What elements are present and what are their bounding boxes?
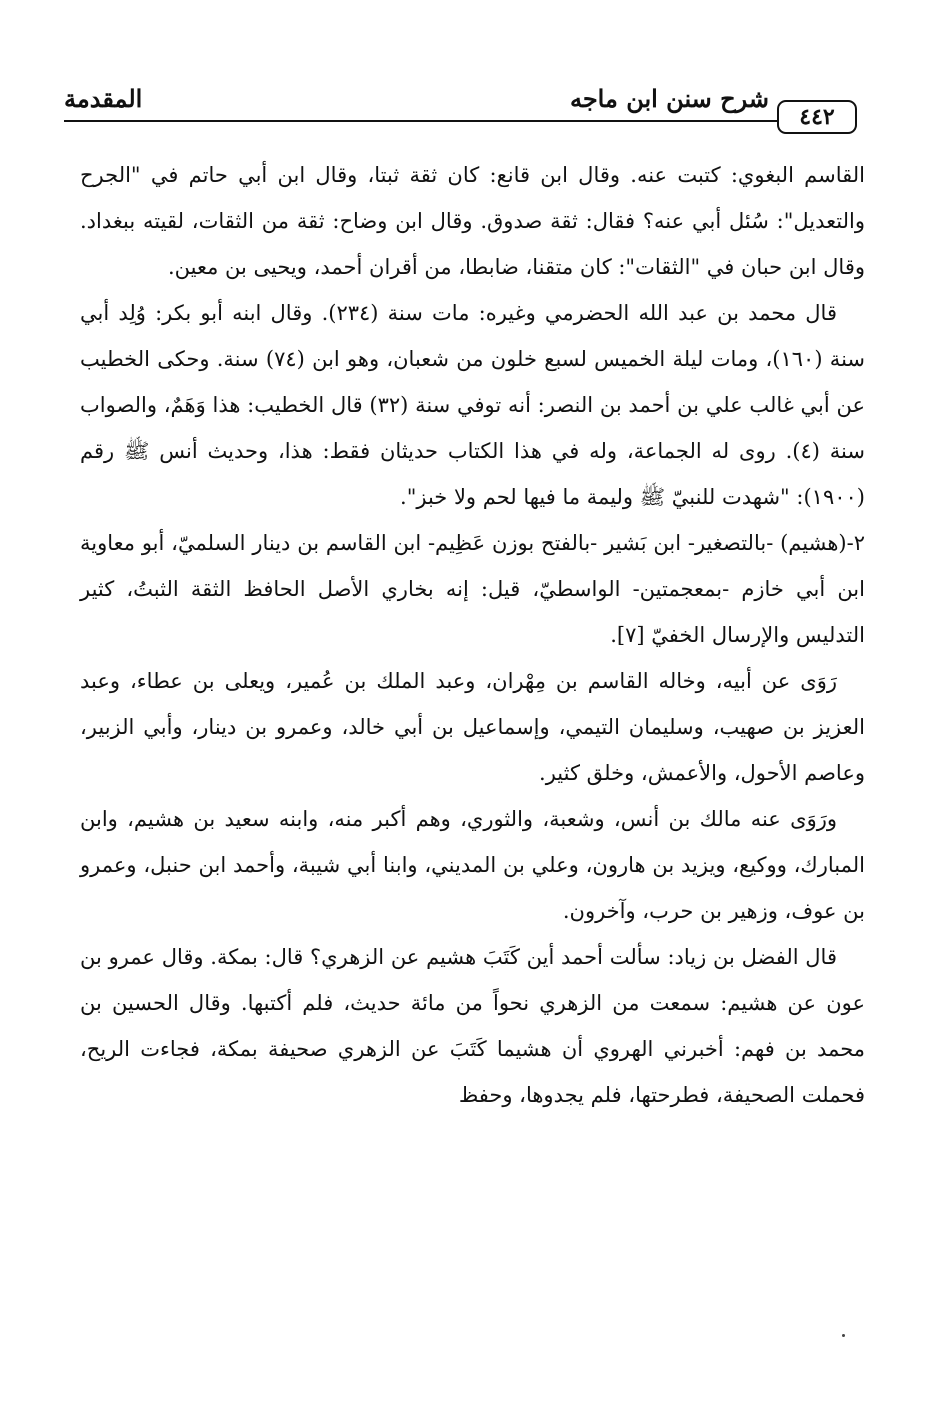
section-title: المقدمة xyxy=(64,84,143,113)
paragraph: رَوَى عن أبيه، وخاله القاسم بن مِهْران، وعبد الملك بن عُمير، ويعلى بن عطاء، وعبد العزيز بن صهيب، وسليمان التيمي، وإسماعيل بن أبي خالد، وعمرو بن دينار، وأبي الزبير، وعاصم الأحول، والأعمش، وخلق كثير. xyxy=(80,669,865,785)
page-body xyxy=(80,152,865,1118)
page-dot xyxy=(842,1334,845,1337)
book-title: شرح سنن ابن ماجه xyxy=(569,84,769,113)
paragraph: قال محمد بن عبد الله الحضرمي وغيره: مات سنة (٢٣٤). وقال ابنه أبو بكر: وُلِد أبي سنة (١٦٠)، ومات ليلة الخميس لسبع خلون من شعبان، وهو ابن (٧٤) سنة. وحكى الخطيب عن أبي غالب علي بن أحمد بن النصر: أنه توفي سنة (٣٢) قال الخطيب: هذا وَهَمٌ، والصواب سنة (٤). روى له الجماعة، وله في هذا الكتاب حديثان فقط: هذا، وحديث أنس ﷺ رقم (١٩٠٠): "شهدت للنبيّ ﷺ وليمة ما فيها لحم ولا خبز". xyxy=(80,301,865,509)
page-number: ٤٤٢ xyxy=(777,100,857,134)
paragraph: ٢-(هشيم) -بالتصغير- ابن بَشير -بالفتح بوزن عَظِيم- ابن القاسم بن دينار السلميّ، أبو معاوية ابن أبي خازم -بمعجمتين- الواسطيّ، قيل: إنه بخاري الأصل الحافظ الثقة الثبتُ، كثير التدليس والإرسال الخفيّ [٧]. xyxy=(80,531,865,647)
paragraph: قال الفضل بن زياد: سألت أحمد أين كَتَبَ هشيم عن الزهري؟ قال: بمكة. وقال عمرو بن عون عن هشيم: سمعت من الزهري نحواً من مائة حديث، فلم أكتبها. وقال الحسين بن محمد بن فهم: أخبرني الهروي أن هشيما كَتَبَ عن الزهري صحيفة بمكة، فجاءت الريح، فحملت الصحيفة، فطرحتها، فلم يجدوها، وحفظ xyxy=(80,945,865,1107)
paragraph: القاسم البغوي: كتبت عنه. وقال ابن قانع: كان ثقة ثبتا، وقال ابن أبي حاتم في "الجرح والتعديل": سُئل أبي عنه؟ فقال: ثقة صدوق. وقال ابن وضاح: ثقة من الثقات، لقيته ببغداد. وقال ابن حبان في "الثقات": كان متقنا، ضابطا، من أقران أحمد، ويحيى بن معين. xyxy=(80,163,865,279)
page-header xyxy=(64,78,857,138)
paragraph: ورَوَى عنه مالك بن أنس، وشعبة، والثوري، وهم أكبر منه، وابنه سعيد بن هشيم، وابن المبارك، ووكيع، ويزيد بن هارون، وعلي بن المديني، وابنا أبي شيبة، وأحمد ابن حنبل، وعمرو بن عوف، وزهير بن حرب، وآخرون. xyxy=(80,807,865,923)
header-rule xyxy=(64,120,779,122)
